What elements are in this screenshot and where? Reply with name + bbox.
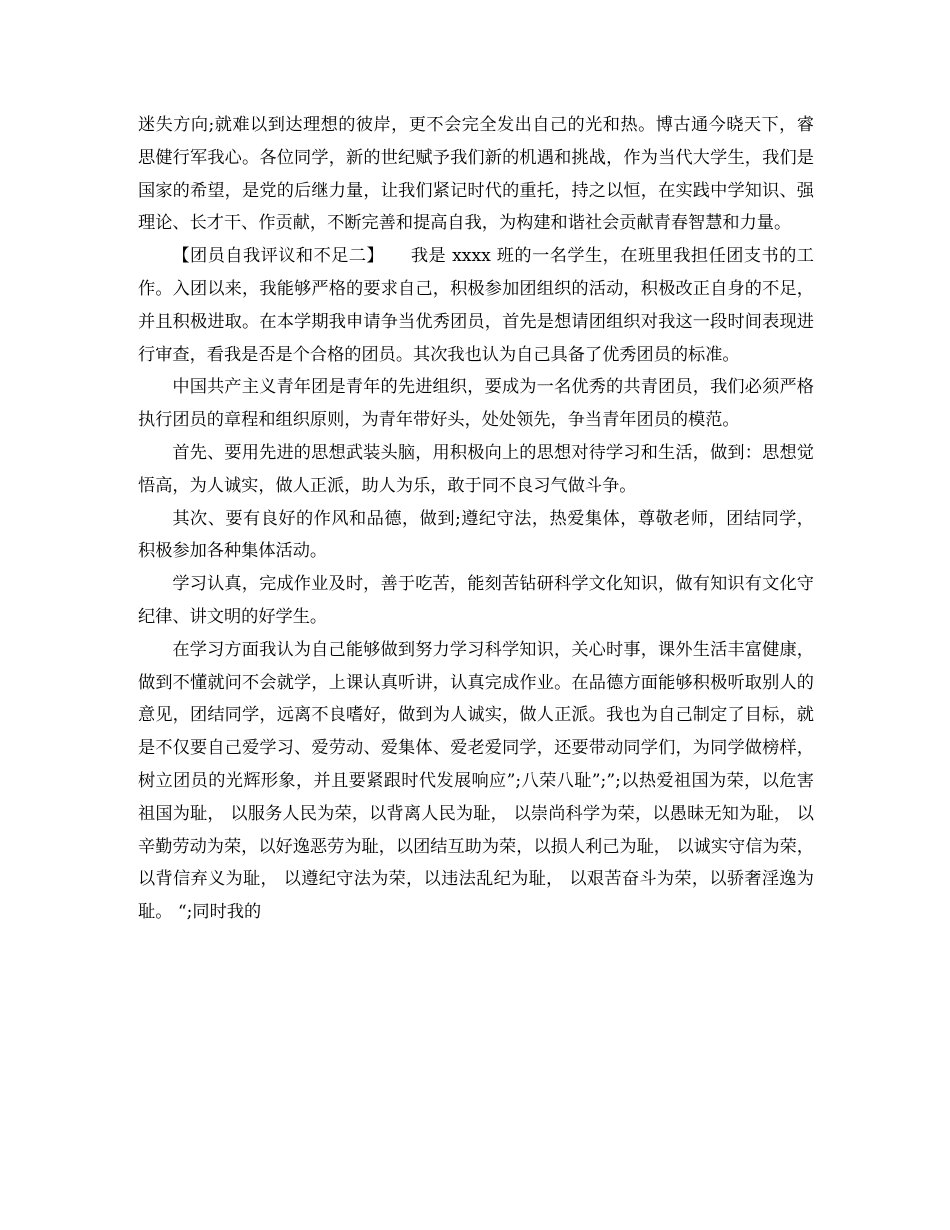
paragraph-1: 迷失方向;就难以到达理想的彼岸，更不会完全发出自己的光和热。博古通今晓天下，睿思健行军我心。各位同学，新的世纪赋予我们新的机遇和挑战，作为当代大学生，我们是国家的希望，是党的后继力量，让我们紧记时代的重托，持之以恒，在实践中学知识、强理论、长才干、作贡献，不断完善和提高自我，为构建和谐社会贡献青春智慧和力量。 bbox=[138, 115, 814, 234]
paragraph-4: 首先、要用先进的思想武装头脑，用积极向上的思想对待学习和生活，做到：思想觉悟高，为人诚实，做人正派，助人为乐，敢于同不良习气做斗争。 bbox=[138, 442, 814, 496]
document-body bbox=[138, 109, 814, 929]
paragraph-5: 其次、要有良好的作风和品德，做到;遵纪守法，热爱集体，尊敬老师，团结同学，积极参加各种集体活动。 bbox=[138, 508, 814, 562]
paragraph-7: 在学习方面我认为自己能够做到努力学习科学知识，关心时事，课外生活丰富健康，做到不懂就问不会就学，上课认真听讲，认真完成作业。在品德方面能够积极听取别人的意见，团结同学，远离不良嗜好，做到为人诚实，做人正派。我也为自己制定了目标，就是不仅要自己爱学习、爱劳动、爱集体、爱老爱同学，还要带动同学们，为同学做榜样，树立团员的光辉形象，并且要紧跟时代发展响应”;八荣八耻”;”;以热爱祖国为荣，以危害祖国为耻， 以服务人民为荣，以背离人民为耻， 以崇尚科学为荣，以愚昧无知为耻， 以辛勤劳动为荣，以好逸恶劳为耻，以团结互助为荣，以损人利己为耻， 以诚实守信为荣，以背信弃义为耻， 以遵纪守法为荣，以违法乱纪为耻， 以艰苦奋斗为荣，以骄奢淫逸为耻。 “;同时我的 bbox=[138, 639, 814, 923]
paragraph-6: 学习认真，完成作业及时，善于吃苦，能刻苦钻研科学文化知识，做有知识有文化守纪律、讲文明的好学生。 bbox=[138, 574, 814, 627]
paragraph-3: 中国共产主义青年团是青年的先进组织，要成为一名优秀的共青团员，我们必须严格执行团员的章程和组织原则，为青年带好头，处处领先，争当青年团员的模范。 bbox=[138, 377, 814, 431]
paragraph-2: 【团员自我评议和不足二】 我是 xxxx 班的一名学生，在班里我担任团支书的工作。入团以来，我能够严格的要求自己，积极参加团组织的活动，积极改正自身的不足，并且积极进取。在本学期我申请争当优秀团员，首先是想请团组织对我这一段时间表现进行审查，看我是否是个合格的团员。其次我也认为自己具备了优秀团员的标准。 bbox=[138, 246, 814, 365]
